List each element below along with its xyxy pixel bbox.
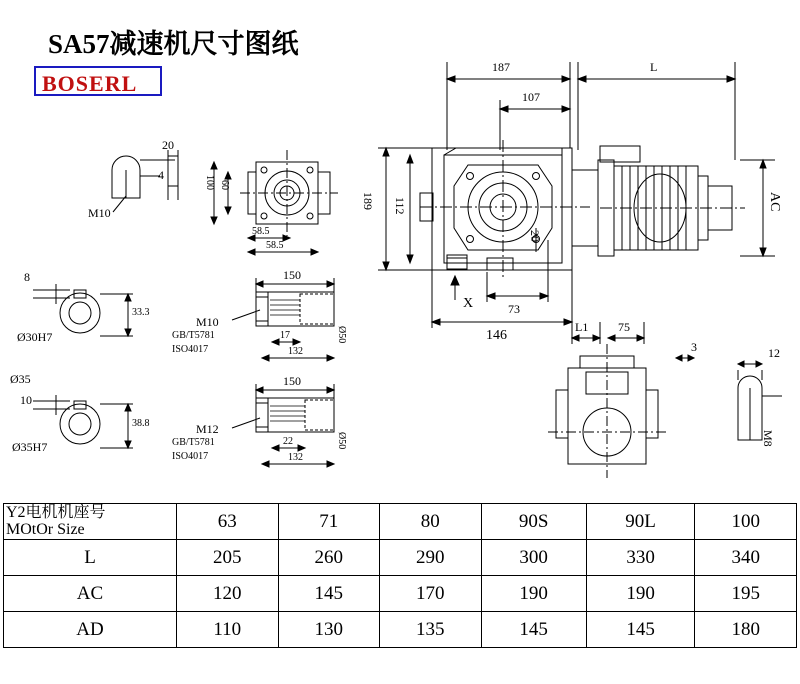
table-cell: 120	[177, 576, 279, 612]
dim-17: 17	[280, 330, 290, 341]
label-m10-bolt: M10	[196, 315, 219, 329]
table-cell: 90L	[586, 504, 695, 540]
label-m12-bolt: M12	[196, 422, 219, 436]
table-cell: 260	[278, 540, 380, 576]
dim-58-5-a: 58.5	[252, 226, 270, 237]
spec-table	[3, 503, 797, 648]
table-cell: 100	[695, 504, 797, 540]
table-cell: 135	[380, 612, 482, 648]
dim-4-key: 4	[158, 168, 164, 182]
table-cell: 145	[278, 576, 380, 612]
dim-d50-b: Ø50	[336, 432, 347, 450]
dim-146: 146	[486, 328, 507, 343]
dim-132-a: 132	[288, 346, 303, 357]
dim-107: 107	[522, 90, 540, 104]
dim-bore-35: Ø35H7	[12, 440, 48, 454]
dim-73: 73	[508, 302, 520, 316]
table-cell: 330	[586, 540, 695, 576]
dim-150-a: 150	[283, 268, 301, 282]
page-title: SA57减速机尺寸图纸	[48, 29, 299, 59]
dim-key-10: 10	[20, 393, 32, 407]
label-m8: M8	[761, 430, 775, 447]
dim-100: 100	[204, 175, 215, 190]
dim-d50-a: Ø50	[336, 326, 347, 344]
dim-3: 3	[691, 340, 697, 354]
table-row	[4, 576, 797, 612]
label-gb-t5781-b: GB/T5781	[172, 437, 215, 448]
table-cell: 90S	[481, 504, 586, 540]
table-cell: 63	[177, 504, 279, 540]
dim-L: L	[650, 60, 658, 74]
table-header-cell	[4, 504, 177, 540]
table-cell: 340	[695, 540, 797, 576]
dim-33-3: 33.3	[132, 307, 150, 318]
label-gb-t5781-a: GB/T5781	[172, 330, 215, 341]
dim-key-8: 8	[24, 270, 30, 284]
row-label-ad: AD	[4, 612, 177, 648]
table-cell: 190	[586, 576, 695, 612]
label-m10-key: M10	[88, 206, 111, 220]
dim-L1: L1	[575, 320, 589, 334]
table-cell: 290	[380, 540, 482, 576]
header-line-1: Y2电机机座号	[6, 503, 106, 521]
dim-150-b: 150	[283, 374, 301, 388]
dim-20-main: 20	[528, 230, 542, 242]
table-cell: 190	[481, 576, 586, 612]
dim-12: 12	[768, 346, 780, 360]
table-cell: 205	[177, 540, 279, 576]
table-cell: 110	[177, 612, 279, 648]
label-iso4017-a: ISO4017	[172, 344, 209, 355]
table-cell: 195	[695, 576, 797, 612]
header-line-2: MOtOr Size	[6, 520, 85, 538]
dim-bore-30: Ø30H7	[17, 330, 53, 344]
table-cell: 145	[586, 612, 695, 648]
logo-text: BOSERL	[42, 71, 138, 96]
table-row	[4, 504, 797, 540]
view-arrow-x: X	[463, 296, 474, 311]
row-label-l: L	[4, 540, 177, 576]
dim-132-b: 132	[288, 452, 303, 463]
table-row	[4, 612, 797, 648]
table-cell: 170	[380, 576, 482, 612]
table-cell: 180	[695, 612, 797, 648]
dim-112: 112	[393, 197, 407, 215]
label-iso4017-b: ISO4017	[172, 451, 209, 462]
dim-187: 187	[492, 60, 510, 74]
label-d35: Ø35	[10, 372, 31, 386]
dim-189: 189	[361, 192, 375, 210]
dim-58-5-b: 58.5	[266, 240, 284, 251]
table-cell: 71	[278, 504, 380, 540]
dim-AC: AC	[767, 192, 782, 212]
table-cell: 130	[278, 612, 380, 648]
table-cell: 145	[481, 612, 586, 648]
dim-20-key: 20	[162, 138, 174, 152]
table-cell: 80	[380, 504, 482, 540]
dim-75: 75	[618, 320, 630, 334]
table-row	[4, 540, 797, 576]
row-label-ac: AC	[4, 576, 177, 612]
dim-60: 60	[219, 180, 230, 190]
table-cell: 300	[481, 540, 586, 576]
dim-22: 22	[283, 436, 293, 447]
dim-38-8: 38.8	[132, 418, 150, 429]
